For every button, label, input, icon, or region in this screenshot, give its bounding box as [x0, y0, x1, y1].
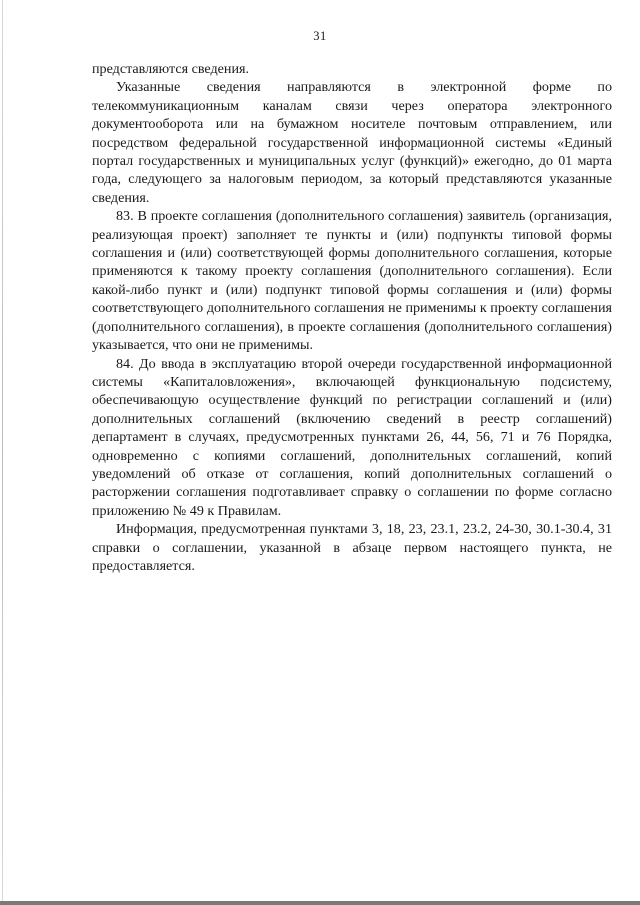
paragraph-information-note: Информация, предусмотренная пунктами 3, 18, 23, 23.1, 23.2, 24-30, 30.1-30.4, 31 справки о соглашении, указанной в абзаце первом настоящего пункта, не предоставляется. [92, 521, 612, 574]
scan-left-edge [2, 0, 3, 905]
paragraph-continuation: представляются сведения. [92, 61, 250, 77]
paragraph-clause-83: 83. В проекте соглашения (дополнительного соглашения) заявитель (организация, реализующая проект) заполняет те пункты и (или) подпункты типовой формы соглашения и (или) соответствующей формы дополнительного соглашения, которые применяются к такому проекту соглашения (дополнительного соглашения). Если какой-либо пункт и (или) подпункт типовой формы соглашения и (или) формы соответствующего дополнительного соглашения не применимы к проекту соглашения (дополнительного соглашения), в проекте соглашения (дополнительного соглашения) указывается, что они не применимы. [92, 208, 612, 354]
scan-bottom-edge [0, 901, 640, 905]
paragraph-submission-method: Указанные сведения направляются в электронной форме по телекоммуникационным каналам связи через оператора электронного документооборота или на бумажном носителе почтовым отправлением, или посредством федеральной государственной информационной системы «Единый портал государственных и муниципальных услуг (функций)» ежегодно, до 01 марта года, следующего за налоговым периодом, за который представляются указанные сведения. [92, 79, 612, 206]
document-body [92, 60, 612, 575]
page-number: 31 [313, 29, 327, 43]
paragraph-clause-84: 84. До ввода в эксплуатацию второй очереди государственной информационной системы «Капиталовложения», включающей функциональную подсистему, обеспечивающую осуществление функций по регистрации соглашений и (или) дополнительных соглашений (включению сведений в реестр соглашений) департамент в случаях, предусмотренных пунктами 26, 44, 56, 71 и 76 Порядка, одновременно с копиями соглашений, дополнительных соглашений, копий уведомлений об отказе от соглашения, копий дополнительных соглашений о расторжении соглашения подготавливает справку о соглашении по форме согласно приложению № 49 к Правилам. [92, 355, 612, 519]
